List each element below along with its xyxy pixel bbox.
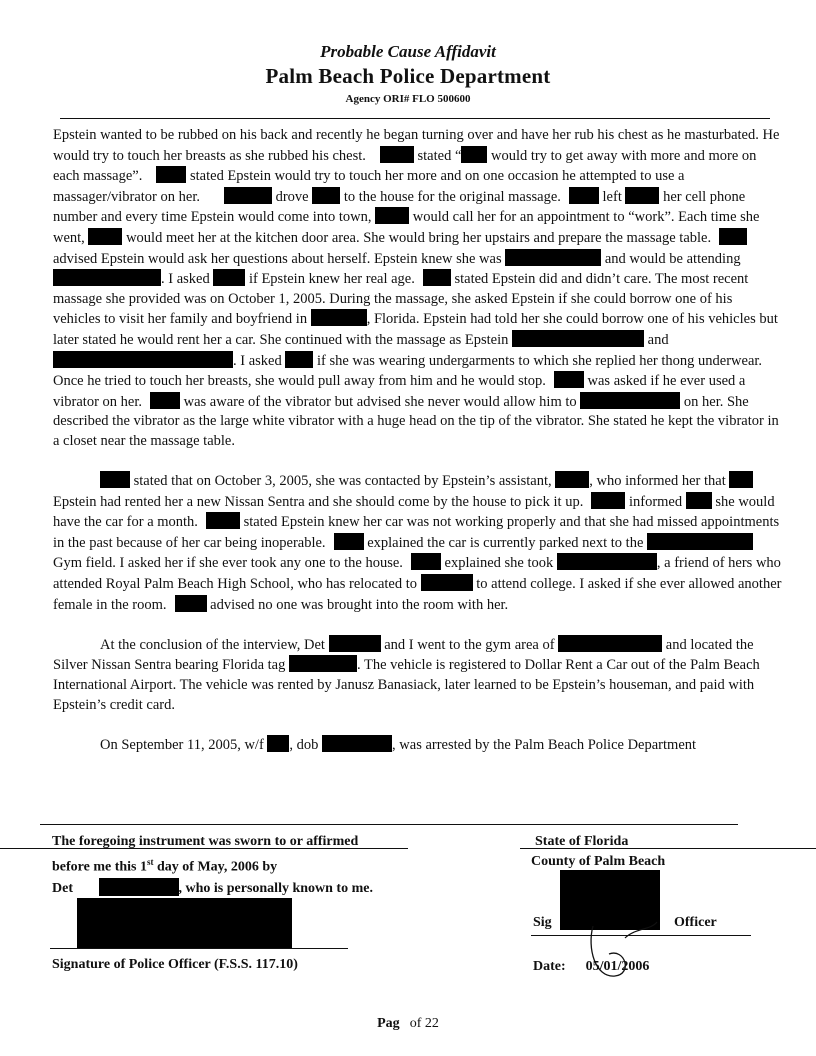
text-run: Epstein had rented her a new Nissan Sentra and she should come by the house to pick it up. xyxy=(53,493,584,510)
signature-label-left: Sig xyxy=(533,915,552,930)
redaction xyxy=(591,492,625,509)
redaction xyxy=(505,249,601,266)
text-run: On September 11, 2005, w/f xyxy=(100,736,268,753)
redaction xyxy=(99,878,179,896)
officer-signature-label: Signature of Police Officer (F.S.S. 117.10) xyxy=(52,957,298,972)
footer-top-rule xyxy=(40,824,738,825)
redaction xyxy=(558,635,662,652)
page-prefix: Pag xyxy=(377,1016,400,1031)
text-run: before me this 1 xyxy=(52,859,147,875)
text-run: if Epstein knew her real age. xyxy=(245,271,415,288)
sworn-line-2 xyxy=(52,852,432,878)
redaction xyxy=(175,595,207,612)
officer-signature-line xyxy=(50,948,348,949)
text-run: day of May, 2006 by xyxy=(153,859,278,875)
text-run: her cell phone number and every time Epstein would come into town, xyxy=(53,188,746,226)
text-run: if she was wearing undergarments to which she replied her thong underwear. Once he tried to touch her breasts, she would pull away from him and he would stop. xyxy=(53,352,763,390)
redaction xyxy=(686,492,712,509)
page-number xyxy=(0,1016,816,1032)
text-run: to attend college. I asked if she ever allowed another female in the room. xyxy=(53,576,782,613)
date-label: Date: xyxy=(533,959,566,974)
text-run: . I asked xyxy=(233,352,286,369)
redaction xyxy=(267,735,289,752)
text-run: , was arrested by the Palm Beach Police Department xyxy=(392,736,697,753)
footer-rule-left-stub xyxy=(0,848,40,849)
officer-signature-redaction xyxy=(77,898,292,948)
text-run: Gym field. I asked her if she ever took any one to the house. xyxy=(53,555,403,572)
agency-ori: Agency ORI# FLO 500600 xyxy=(345,93,471,105)
text-run: stated that on October 3, 2005, she was contacted by Epstein’s assistant, xyxy=(130,473,556,490)
redaction xyxy=(329,635,381,652)
redaction xyxy=(322,735,392,752)
paragraph-4 xyxy=(53,735,783,756)
redaction xyxy=(156,166,186,183)
redaction xyxy=(311,309,367,326)
text-run: explained she took xyxy=(440,555,557,572)
text-run: At the conclusion of the interview, Det xyxy=(100,636,329,653)
county-label: County of Palm Beach xyxy=(531,854,666,869)
text-run: Epstein wanted to be rubbed on his back and recently he began turning over and have her rub his chest as he masturbated. He would try to touch her breasts as she rubbed his chest. xyxy=(53,127,780,164)
text-run: , Florida. Epstein had told her she could borrow one of his vehicles but later stated he would rent her a car. She continued with the massage as Epstein xyxy=(53,311,778,348)
text-run: and located the Silver Nissan Sentra bearing Florida tag xyxy=(53,636,754,674)
paragraph-1 xyxy=(53,126,783,452)
redaction xyxy=(334,533,364,550)
text-run: explained the car is currently parked next to the xyxy=(363,534,648,551)
text-run: , a friend of hers who attended Royal Palm Beach High School, who has relocated to xyxy=(53,555,781,593)
paragraph-2 xyxy=(53,471,783,615)
text-run: drove xyxy=(271,188,313,205)
redaction xyxy=(569,187,599,204)
redaction xyxy=(213,269,245,286)
redaction xyxy=(512,330,644,347)
text-run: informed xyxy=(625,493,686,510)
redaction xyxy=(625,187,659,204)
redaction xyxy=(647,533,753,550)
text-run: was aware of the vibrator but advised she never would allow him to xyxy=(180,393,581,410)
ordinal-suffix: st xyxy=(147,857,154,867)
redaction xyxy=(380,146,414,163)
text-run: and I went to the gym area of xyxy=(380,636,559,653)
date-line xyxy=(533,957,649,977)
text-run: , who is personally known to me. xyxy=(178,880,373,896)
redaction xyxy=(729,471,753,488)
text-run: . I asked xyxy=(161,271,214,288)
text-run: and would be attending xyxy=(601,250,741,267)
signature-label-right: Officer xyxy=(674,915,717,930)
redaction xyxy=(375,207,409,224)
header-rule xyxy=(60,118,770,119)
date-value: 05/01/2006 xyxy=(585,959,650,974)
text-run: would meet her at the kitchen door area. She would bring her upstairs and prepare the massage table. xyxy=(122,229,712,246)
text-run: to the house for the original massage. xyxy=(340,188,561,205)
text-run: advised no one was brought into the room with her. xyxy=(206,596,509,613)
affidavit-title: Probable Cause Affidavit xyxy=(320,42,496,61)
redaction xyxy=(580,392,680,409)
text-run: on her. She described the vibrator as the large white vibrator with a huge head on the tip of the vibrator. She stated he kept the vibrator in a closet near the massage table. xyxy=(53,393,779,449)
redaction xyxy=(224,187,272,204)
redaction xyxy=(53,351,233,368)
text-run: stated Epstein would try to touch her more and on one occasion he attempted to use a massager/vibrator on her. xyxy=(53,168,685,205)
state-label: State of Florida xyxy=(535,834,629,849)
redaction xyxy=(285,351,313,368)
redaction xyxy=(312,187,340,204)
text-run: she would have the car for a month. xyxy=(53,493,775,531)
text-run: was asked if he ever used a vibrator on her. xyxy=(53,373,746,410)
affidavit-body xyxy=(53,126,783,775)
text-run: . The vehicle is registered to Dollar Rent a Car out of the Palm Beach International Airport. The vehicle was rented by Janusz Banasiack, later learned to be Epstein’s houseman, and paid with Epstein’s credit card. xyxy=(53,657,760,713)
sworn-statement xyxy=(52,832,432,899)
text-run: stated “ xyxy=(413,147,462,164)
text-run: would try to get away with more and more on each massage”. xyxy=(53,147,757,185)
redaction xyxy=(88,228,122,245)
page-suffix: of 22 xyxy=(409,1016,439,1031)
redaction xyxy=(206,512,240,529)
redaction xyxy=(411,553,441,570)
text-run: advised Epstein would ask her questions about herself. Epstein knew she was xyxy=(53,250,506,267)
redaction xyxy=(557,553,657,570)
redaction xyxy=(100,471,130,488)
department-name: Palm Beach Police Department xyxy=(265,64,551,88)
text-run: and xyxy=(644,331,669,348)
text-run: , who informed her that xyxy=(589,473,730,490)
text-run: stated Epstein did and didn’t care. The most recent massage she provided was on October 1, 2005. During the massage, she asked Epstein if she could borrow one of his vehicles to visit her family and boyfriend in xyxy=(53,271,749,328)
text-run: Det xyxy=(52,880,77,896)
text-run: left xyxy=(598,188,626,205)
sworn-line-1: The foregoing instrument was sworn to or affirmed xyxy=(52,834,359,849)
paragraph-3 xyxy=(53,635,783,715)
redaction xyxy=(554,371,584,388)
redaction xyxy=(421,574,473,591)
redaction xyxy=(289,655,357,672)
redaction xyxy=(150,392,180,409)
redaction xyxy=(719,228,747,245)
text-run: would call her for an appointment to “work”. Each time she went, xyxy=(53,209,760,246)
text-run: , dob xyxy=(289,736,323,753)
redaction xyxy=(555,471,589,488)
handwritten-signature-mark xyxy=(585,918,665,988)
redaction xyxy=(53,269,161,286)
redaction xyxy=(423,269,451,286)
text-run: stated Epstein knew her car was not working properly and that she had missed appointments in the past because of her car being inoperable. xyxy=(53,514,780,551)
redaction xyxy=(461,146,487,163)
det-line xyxy=(52,878,432,899)
